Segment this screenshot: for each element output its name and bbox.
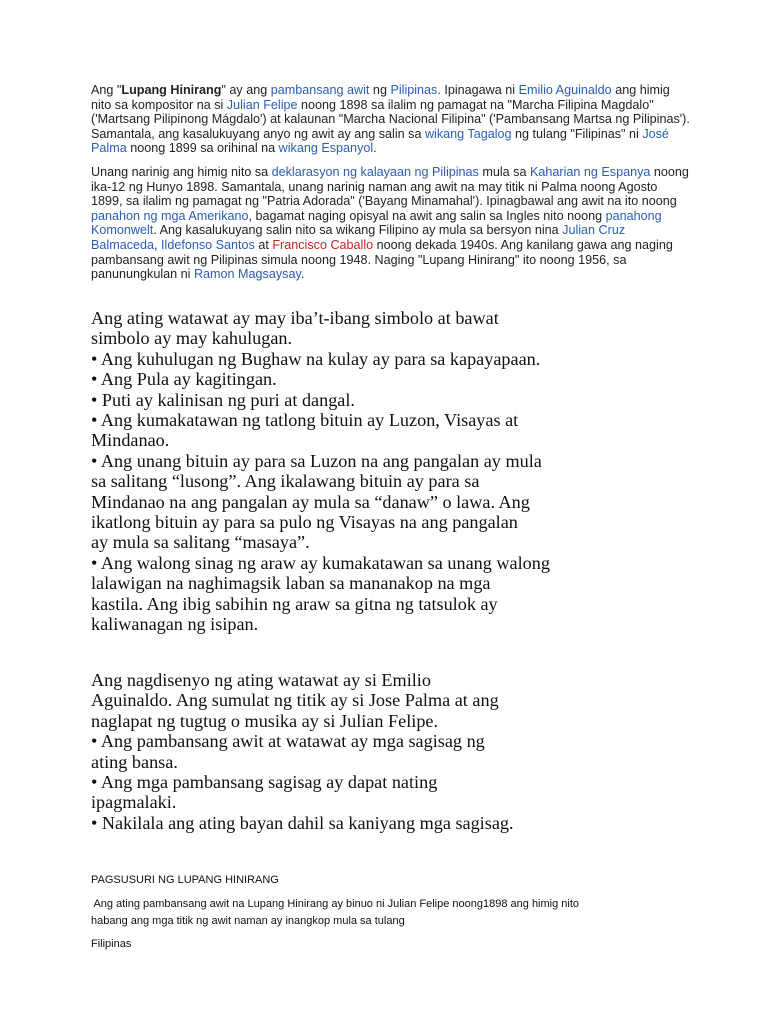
text-run: . Ang kasalukuyang salin nito sa wikang Filipino ay mula sa bersyon nina bbox=[153, 223, 563, 238]
wiki-link[interactable]: wikang Tagalog bbox=[424, 126, 512, 141]
symbols-line: Mindanao na ang pangalan ay mula sa “danaw” o lawa. Ang bbox=[91, 491, 530, 512]
text-run: at bbox=[254, 237, 273, 252]
text-run: . bbox=[300, 267, 305, 282]
analysis-line: habang ang mga titik ng awit naman ay inangkop mula sa tulang bbox=[91, 915, 405, 927]
symbols-line: simbolo ay may kahulugan. bbox=[91, 328, 293, 349]
symbols-line: • Ang walong sinag ng araw ay kumakatawan sa unang walong bbox=[91, 552, 550, 573]
symbols-line: kaliwanagan ng isipan. bbox=[91, 614, 259, 635]
wiki-link[interactable]: Ildefonso Santos bbox=[161, 237, 255, 252]
symbols-line: lalawigan na naghimagsik laban sa mananakop na mga bbox=[91, 573, 491, 594]
wiki-paragraph-2 bbox=[91, 165, 691, 282]
designer-line: • Ang mga pambansang sagisag ay dapat nating bbox=[91, 772, 438, 793]
wiki-paragraph-1-text bbox=[91, 83, 691, 156]
wiki-link[interactable]: panahong Komonwelt bbox=[91, 208, 662, 238]
symbols-line: • Ang kumakatawan ng tatlong bituin ay Luzon, Visayas at bbox=[91, 410, 519, 431]
text-run: Ang " bbox=[91, 83, 122, 97]
analysis-body bbox=[91, 896, 691, 930]
wiki-link[interactable]: panahon ng mga Amerikano bbox=[91, 208, 249, 223]
symbols-line: Ang ating watawat ay may iba’t-ibang simbolo at bawat bbox=[91, 308, 499, 328]
text-run: ng tulang "Filipinas" ni bbox=[511, 126, 643, 141]
symbols-line: ay mula sa salitang “masaya”. bbox=[91, 532, 310, 553]
symbols-line: kastila. Ang ibig sabihin ng araw sa gitna ng tatsulok ay bbox=[91, 593, 498, 614]
symbols-line: sa salitang “lusong”. Ang ikalawang bituin ay para sa bbox=[91, 471, 480, 492]
text-run: noong ika-12 ng Hunyo 1898. Samantala, unang narinig naman ang awit na may titik ni Palma noong Agosto 1899, sa ilalim ng pamagat ng "Patria Adorada" ('Bayang Minamahal'). Ipinagbawal ang awit na ito noong bbox=[91, 165, 689, 209]
wiki-link[interactable]: wikang Espanyol bbox=[278, 141, 374, 156]
designer-line: • Nakilala ang ating bayan dahil sa kaniyang mga sagisag. bbox=[91, 812, 514, 833]
flag-symbols-section bbox=[91, 308, 691, 635]
symbols-line: • Ang Pula ay kagitingan. bbox=[91, 369, 277, 390]
text-run: mula sa bbox=[478, 165, 530, 179]
designer-line: ating bansa. bbox=[91, 751, 178, 772]
bold-term: Lupang Hinirang bbox=[121, 83, 222, 97]
wiki-paragraph-1 bbox=[91, 83, 691, 156]
analysis-line: Ang ating pambansang awit na Lupang Hinirang ay binuo ni Julian Felipe noong1898 ang himig nito bbox=[91, 898, 580, 910]
symbols-line: ikatlong bituin ay para sa pulo ng Visayas na ang pangalan bbox=[91, 512, 518, 533]
analysis-heading: PAGSUSURI NG LUPANG HINIRANG bbox=[91, 874, 279, 886]
text-run: noong dekada 1940s. Ang kanilang gawa ang naging pambansang awit ng Pilipinas simula noong 1948. Naging "Lupang Hinirang" ito noong 1956, sa panunungkulan ni bbox=[91, 237, 673, 282]
wiki-link[interactable]: José Palma bbox=[91, 126, 669, 156]
wiki-paragraph-2-text bbox=[91, 165, 691, 282]
flag-designer-section bbox=[91, 670, 691, 833]
text-run: . Ipinagawa ni bbox=[437, 83, 519, 97]
text-run: , bagamat naging opisyal na awit ang salin sa Ingles nito noong bbox=[248, 208, 606, 223]
symbols-line: • Ang unang bituin ay para sa Luzon na ang pangalan ay mula bbox=[91, 450, 542, 471]
text-run: noong 1898 sa ilalim ng pamagat na "Marcha Filipina Magdalo" ('Martsang Pilipinong Mágdalo') at kalaunan "Marcha Nacional Filipina" ('Pambansang Martsa ng Pilipinas'). Samantala, ang kasalukuyang anyo ng awit ay ang salin sa bbox=[91, 97, 690, 141]
text-run: . bbox=[373, 141, 377, 156]
designer-line: • Ang pambansang awit at watawat ay mga sagisag ng bbox=[91, 731, 485, 752]
wiki-link[interactable]: Emilio Aguinaldo bbox=[518, 83, 612, 97]
text-run: " ay ang bbox=[221, 83, 271, 97]
text-run: Unang narinig ang himig nito sa bbox=[91, 165, 272, 179]
text-run: noong 1899 sa orihinal na bbox=[126, 141, 279, 156]
wiki-link[interactable]: Julian Felipe bbox=[226, 97, 298, 112]
symbols-line: • Ang kuhulugan ng Bughaw na kulay ay para sa kapayapaan. bbox=[91, 348, 541, 369]
symbols-line: Mindanao. bbox=[91, 430, 170, 451]
analysis-last-line: Filipinas bbox=[91, 938, 132, 950]
designer-line: Ang nagdisenyo ng ating watawat ay si Emilio bbox=[91, 670, 431, 690]
designer-line: ipagmalaki. bbox=[91, 792, 177, 813]
symbols-line: • Puti ay kalinisan ng puri at dangal. bbox=[91, 389, 355, 410]
wiki-link[interactable]: Kaharian ng Espanya bbox=[529, 165, 651, 179]
wiki-link[interactable]: Julian Cruz Balmaceda bbox=[91, 223, 626, 252]
text-run: ang himig nito sa kompositor na si bbox=[91, 83, 670, 112]
designer-line: Aguinaldo. Ang sumulat ng titik ay si Jose Palma at ang bbox=[91, 690, 499, 711]
wiki-link[interactable]: deklarasyon ng kalayaan ng Pilipinas bbox=[271, 165, 479, 179]
wiki-link[interactable]: Ramon Magsaysay bbox=[193, 267, 301, 282]
designer-line: naglapat ng tugtug o musika ay si Julian Felipe. bbox=[91, 710, 439, 731]
wiki-link[interactable]: pambansang awit bbox=[270, 83, 370, 97]
wiki-link[interactable]: Francisco Caballo bbox=[272, 237, 374, 252]
text-run: ng bbox=[369, 83, 391, 97]
text-run: , bbox=[154, 237, 162, 252]
wiki-link[interactable]: Pilipinas bbox=[390, 83, 438, 97]
